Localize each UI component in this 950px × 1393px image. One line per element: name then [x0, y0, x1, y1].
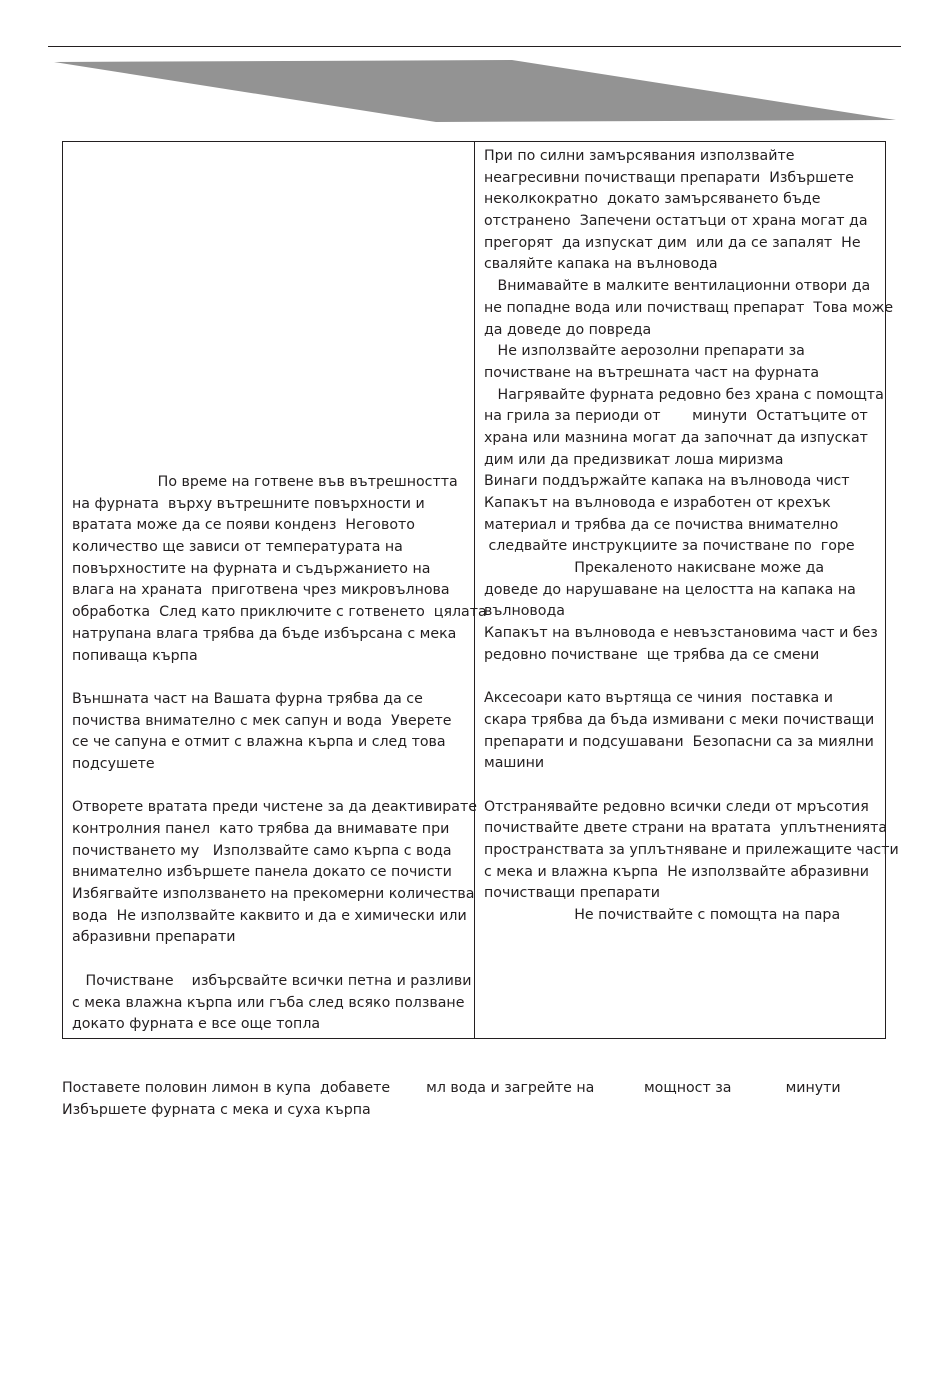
- left-column: [72, 472, 487, 1036]
- text-line: Винаги поддържайте капака на вълновода чист: [484, 473, 850, 490]
- text-line: материал и трябва да се почиства внимателно: [484, 516, 839, 533]
- text-line: вратата може да се появи конденз Неговото: [72, 517, 415, 534]
- text-line: Капакът на вълновода е изработен от крехък: [484, 495, 831, 511]
- text-line: Не използвайте аерозолни препарати за: [484, 343, 805, 360]
- footer-text: [62, 1078, 841, 1121]
- text-line: [72, 667, 487, 689]
- text-line: количество ще зависи от температурата на: [72, 539, 403, 556]
- text-line: с мека и влажна кърпа Не използвайте абразивни: [484, 863, 870, 880]
- text-line: следвайте инструкциите за почистване по горе: [484, 538, 855, 555]
- text-line: с мека влажна кърпа или гъба след всяко ползване: [72, 994, 465, 1011]
- text-line: натрупана влага трябва да бъде избърсана с мека: [72, 625, 457, 642]
- text-line: се че сапуна е отмит с влажна кърпа и след това: [72, 734, 446, 751]
- text-line: вълновода: [484, 603, 565, 620]
- text-line: почистването му Използвайте само кърпа с вода: [72, 842, 452, 859]
- text-line: Прекаленото накисване може да: [484, 560, 825, 577]
- text-line: повърхностите на фурната и съдържанието на: [72, 560, 431, 577]
- text-line: вода Не използвайте каквито и да е химически или: [72, 907, 467, 924]
- text-line: почистващи препарати: [484, 885, 660, 902]
- text-line: докато фурната е все още топла: [72, 1016, 321, 1033]
- text-line: почистване на вътрешната част на фурната: [484, 364, 820, 381]
- text-line: влага на храната приготвена чрез микровълнова: [72, 582, 450, 599]
- text-line: Капакът на вълновода е невъзстановима част и без: [484, 625, 878, 642]
- text-line: [72, 949, 487, 971]
- text-line: да доведе до повреда: [484, 321, 652, 338]
- text-line: [484, 667, 899, 689]
- text-line: Не почиствайте с помощта на пара: [484, 907, 841, 924]
- text-line: отстранено Запечени остатъци от храна могат да: [484, 213, 868, 230]
- text-line: Почистване избърсвайте всички петна и разливи: [72, 972, 472, 989]
- text-line: [72, 776, 487, 798]
- text-line: Внимавайте в малките вентилационни отвори да: [484, 278, 871, 295]
- text-line: По време на готвене във вътрешността: [72, 474, 458, 490]
- text-line: контролния панел като трябва да внимавате при: [72, 821, 450, 837]
- text-line: редовно почистване ще трябва да се смени: [484, 646, 820, 663]
- text-line: [484, 775, 899, 797]
- text-line: Нагрявайте фурната редовно без храна с помощта: [484, 386, 884, 403]
- text-line: препарати и подсушавани Безопасни са за миялни: [484, 733, 874, 750]
- text-line: Аксесоари като въртяща се чиния поставка и: [484, 690, 833, 707]
- text-line: При по силни замърсявания използвайте: [484, 148, 795, 164]
- text-line: абразивни препарати: [72, 929, 236, 946]
- text-line: Избягвайте използването на прекомерни количества: [72, 886, 475, 903]
- text-line: внимателно избършете панела докато се почисти: [72, 864, 452, 881]
- text-line: Отворете вратата преди чистене за да деактивирате: [72, 799, 477, 816]
- text-line: на грила за периоди от минути Остатъците от: [484, 408, 868, 425]
- text-line: пространствата за уплътняване и прилежащите части: [484, 842, 899, 858]
- text-line: скара трябва да бъда измивани с меки почистващи: [484, 711, 875, 728]
- text-line: почиствайте двете страни на вратата уплътненията: [484, 820, 888, 837]
- text-line: не попадне вода или почистващ препарат Това може: [484, 299, 894, 316]
- header-banner: [54, 60, 896, 124]
- text-line: почиства внимателно с мек сапун и вода Уверете: [72, 712, 452, 729]
- text-line: неагресивни почистващи препарати Избършете: [484, 169, 854, 186]
- text-line: храна или мазнина могат да започнат да изпускат: [484, 429, 868, 446]
- text-line: доведе до нарушаване на целостта на капака на: [484, 581, 856, 598]
- text-line: Външната част на Вашата фурна трябва да се: [72, 690, 423, 707]
- text-line: неколкократно докато замърсяването бъде: [484, 191, 821, 208]
- text-line: сваляйте капака на вълновода: [484, 256, 718, 273]
- text-line: Поставете половин лимон в купа добавете мл вода и загрейте на мощност за минути: [62, 1080, 841, 1096]
- text-line: прегорят да изпускат дим или да се запалят Не: [484, 234, 861, 251]
- text-line: подсушете: [72, 755, 155, 772]
- banner-shape: [54, 60, 896, 122]
- text-line: Избършете фурната с мека и суха кърпа: [62, 1101, 371, 1118]
- text-line: машини: [484, 755, 545, 772]
- right-column: [484, 146, 899, 927]
- text-line: обработка След като приключите с готвенето цялата: [72, 604, 487, 621]
- text-line: Отстранявайте редовно всички следи от мръсотия: [484, 798, 869, 815]
- text-line: на фурната върху вътрешните повърхности и: [72, 495, 425, 512]
- text-line: попиваща кърпа: [72, 647, 198, 664]
- text-line: дим или да предизвикат лоша миризма: [484, 451, 784, 468]
- top-rule: [48, 46, 901, 47]
